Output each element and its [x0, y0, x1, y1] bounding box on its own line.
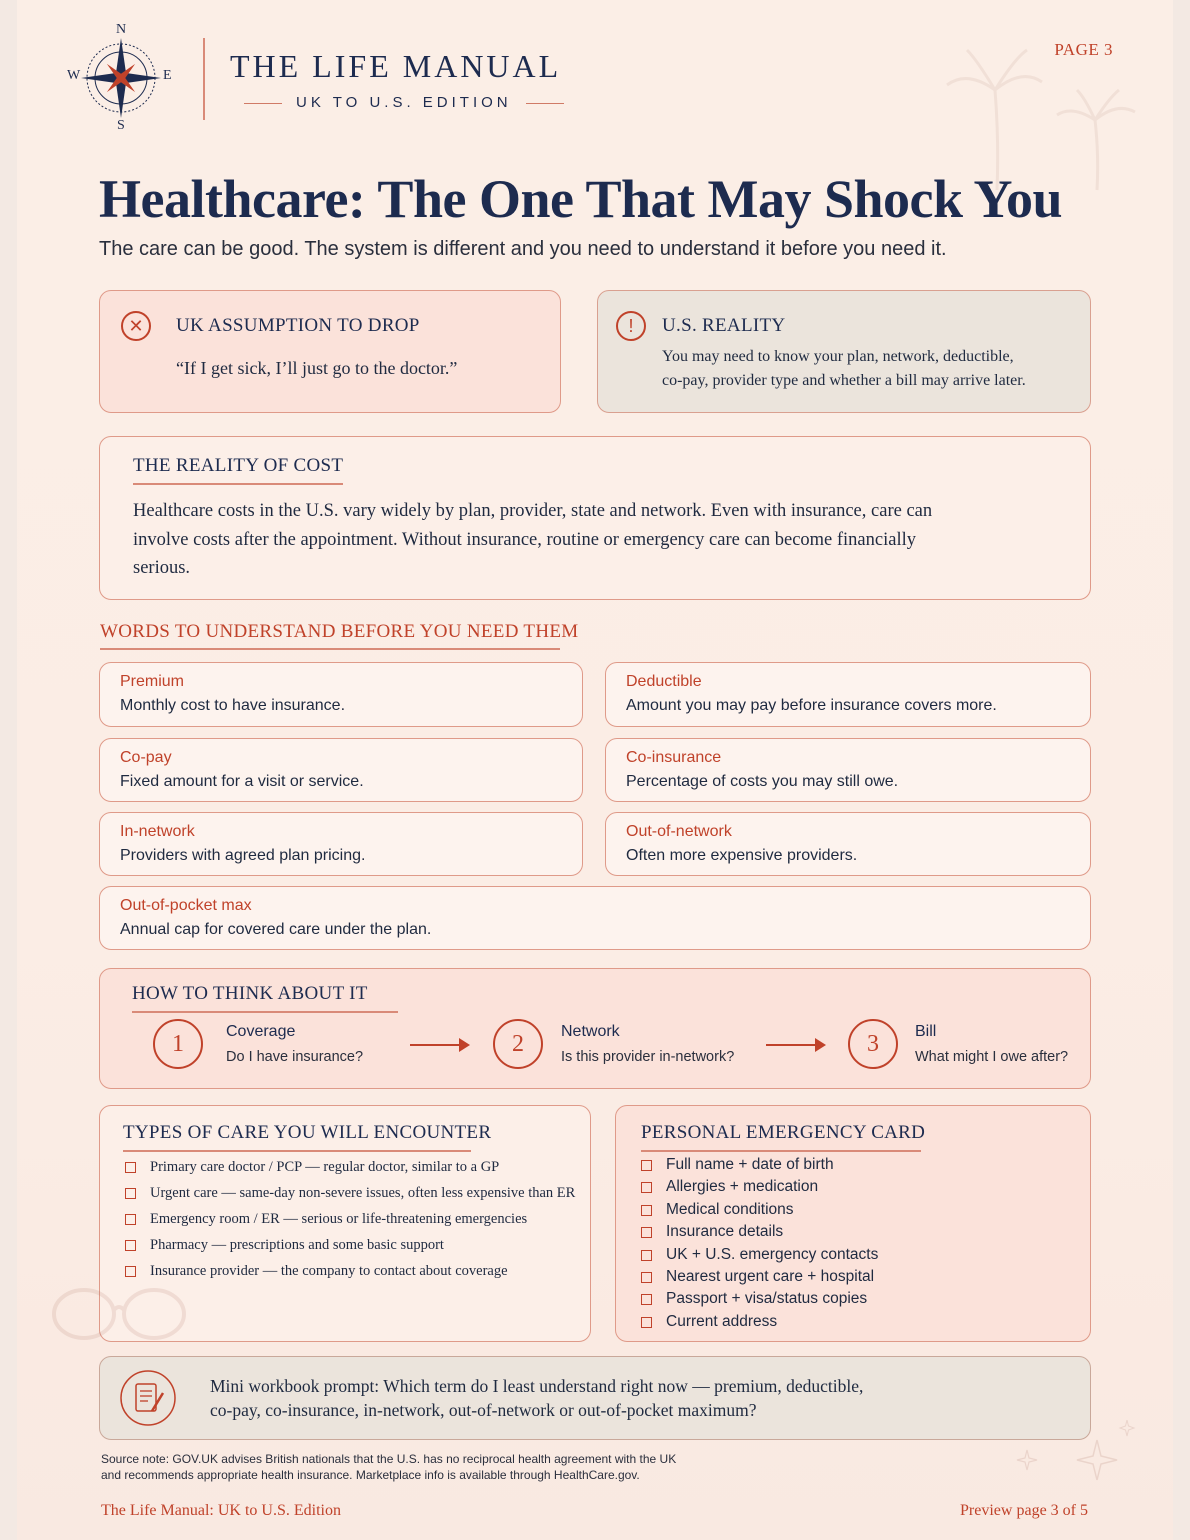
reality-of-cost-card [99, 436, 1091, 600]
page-subtitle: The care can be good. The system is different and you need to understand it before you need it. [99, 238, 947, 260]
cost-heading-underline [133, 483, 343, 485]
term-definition: Providers with agreed plan pricing. [120, 847, 366, 864]
term-name: Deductible [626, 673, 702, 690]
list-item [640, 1266, 878, 1288]
term-name: In-network [120, 823, 195, 840]
footer-edition-label: The Life Manual: UK to U.S. Edition [101, 1502, 341, 1519]
list-item [640, 1176, 878, 1198]
list-item [640, 1244, 878, 1266]
compass-w: W [67, 68, 81, 83]
think-heading-underline [132, 1011, 398, 1013]
list-item [640, 1199, 878, 1221]
term-definition: Monthly cost to have insurance. [120, 697, 346, 714]
term-definition: Often more expensive providers. [626, 847, 858, 864]
list-item [124, 1232, 575, 1258]
term-card-co-insurance [605, 738, 1091, 802]
cost-heading: THE REALITY OF COST [133, 455, 344, 476]
list-item-text: Primary care doctor / PCP — regular doctor, similar to a GP [150, 1159, 500, 1175]
arrow-right-icon [766, 1044, 824, 1046]
us-reality-heading: U.S. REALITY [662, 315, 786, 336]
workbook-prompt-line-2: co-pay, co-insurance, in-network, out-of-network or out-of-pocket maximum? [210, 1400, 757, 1420]
term-definition: Amount you may pay before insurance covers more. [626, 697, 997, 714]
notepad-pencil-icon [116, 1369, 180, 1427]
brand-subtitle [230, 94, 578, 111]
x-circle-icon: ✕ [121, 311, 151, 341]
uk-assumption-heading: UK ASSUMPTION TO DROP [176, 315, 420, 336]
term-name: Out-of-pocket max [120, 897, 252, 914]
list-item-text: Insurance provider — the company to contact about coverage [150, 1263, 508, 1279]
list-item-text: UK + U.S. emergency contacts [666, 1245, 879, 1263]
term-card-out-of-network [605, 812, 1091, 876]
step-2-desc: Is this provider in-network? [561, 1049, 735, 1065]
step-2-title: Network [561, 1023, 620, 1040]
personal-emergency-card [615, 1105, 1091, 1342]
step-1-title: Coverage [226, 1023, 296, 1040]
source-note-line-2: and recommends appropriate health insurance. Marketplace info is available through HealthCare.gov. [101, 1468, 640, 1482]
us-reality-card [597, 290, 1091, 413]
term-name: Co-insurance [626, 749, 722, 766]
list-item-text: Nearest urgent care + hospital [666, 1267, 875, 1285]
how-to-think-card [99, 968, 1091, 1089]
page-title: Healthcare: The One That May Shock You [99, 169, 1063, 229]
list-item [124, 1206, 575, 1232]
us-reality-line-2: co-pay, provider type and whether a bill may arrive later. [662, 372, 1026, 389]
page [17, 0, 1173, 1540]
list-item [640, 1154, 878, 1176]
source-note-line-1: Source note: GOV.UK advises British nationals that the U.S. has no reciprocal health agreement with the UK [101, 1452, 677, 1466]
compass-n: N [116, 22, 127, 37]
term-definition: Fixed amount for a visit or service. [120, 773, 364, 790]
types-of-care-underline [123, 1150, 471, 1152]
term-definition: Percentage of costs you may still owe. [626, 773, 899, 790]
term-name: Premium [120, 673, 185, 690]
sparkle-icon [1007, 1420, 1137, 1500]
step-3-desc: What might I owe after? [915, 1049, 1069, 1065]
term-card-out-of-pocket-max [99, 886, 1091, 950]
uk-assumption-card [99, 290, 561, 413]
step-3-title: Bill [915, 1023, 937, 1040]
emergency-card-underline [641, 1150, 921, 1152]
term-card-in-network [99, 812, 583, 876]
list-item-text: Full name + date of birth [666, 1156, 834, 1173]
compass-s: S [117, 118, 125, 133]
term-card-co-pay [99, 738, 583, 802]
step-2-circle: 2 [493, 1019, 543, 1069]
cost-body: Healthcare costs in the U.S. vary widely by plan, provider, state and network. Even with insurance, care can involve costs after the appointment. Without insurance, routine or emergency care can become financially serious. [133, 501, 933, 578]
list-item-text: Urgent care — same-day non-severe issues, often less expensive than ER [150, 1185, 576, 1201]
term-name: Out-of-network [626, 823, 732, 840]
list-item [124, 1180, 575, 1206]
emergency-card-heading: PERSONAL EMERGENCY CARD [641, 1122, 926, 1143]
uk-assumption-quote: “If I get sick, I’ll just go to the doctor.” [176, 358, 458, 378]
compass-e: E [163, 68, 172, 83]
term-name: Co-pay [120, 749, 172, 766]
list-item-text: Insurance details [666, 1223, 784, 1241]
list-item-text: Allergies + medication [666, 1178, 819, 1196]
list-item-text: Current address [666, 1312, 778, 1330]
emergency-card-list [640, 1154, 878, 1333]
list-item-text: Medical conditions [666, 1200, 794, 1218]
brand-title: THE LIFE MANUAL [230, 48, 562, 84]
term-definition: Annual cap for covered care under the plan. [120, 921, 432, 938]
term-card-deductible [605, 662, 1091, 727]
types-of-care-list [124, 1154, 575, 1284]
list-item [124, 1154, 575, 1180]
types-of-care-card [99, 1105, 591, 1342]
think-heading: HOW TO THINK ABOUT IT [132, 983, 368, 1004]
words-heading: WORDS TO UNDERSTAND BEFORE YOU NEED THEM [100, 621, 579, 642]
list-item-text: Emergency room / ER — serious or life-threatening emergencies [150, 1211, 528, 1227]
types-of-care-heading: TYPES OF CARE YOU WILL ENCOUNTER [123, 1122, 492, 1143]
page-label: PAGE 3 [1054, 40, 1113, 59]
step-1-circle: 1 [153, 1019, 203, 1069]
term-card-premium [99, 662, 583, 727]
sunglasses-icon [44, 1276, 204, 1346]
step-1-desc: Do I have insurance? [226, 1049, 364, 1065]
list-item-text: Pharmacy — prescriptions and some basic support [150, 1237, 444, 1253]
footer-page-indicator: Preview page 3 of 5 [960, 1502, 1088, 1519]
arrow-right-icon [410, 1044, 468, 1046]
workbook-prompt-card [99, 1356, 1091, 1440]
step-3-circle: 3 [848, 1019, 898, 1069]
brand-subtitle-text: UK TO U.S. EDITION [296, 94, 512, 111]
words-heading-underline [100, 648, 560, 650]
list-item [640, 1288, 878, 1310]
workbook-prompt-line-1: Mini workbook prompt: Which term do I least understand right now — premium, deductible, [210, 1376, 864, 1396]
list-item [640, 1311, 878, 1333]
exclamation-circle-icon: ! [616, 311, 646, 341]
list-item-text: Passport + visa/status copies [666, 1290, 868, 1308]
us-reality-line-1: You may need to know your plan, network, deductible, [662, 348, 1014, 365]
brand-divider [203, 38, 205, 120]
list-item [640, 1221, 878, 1243]
